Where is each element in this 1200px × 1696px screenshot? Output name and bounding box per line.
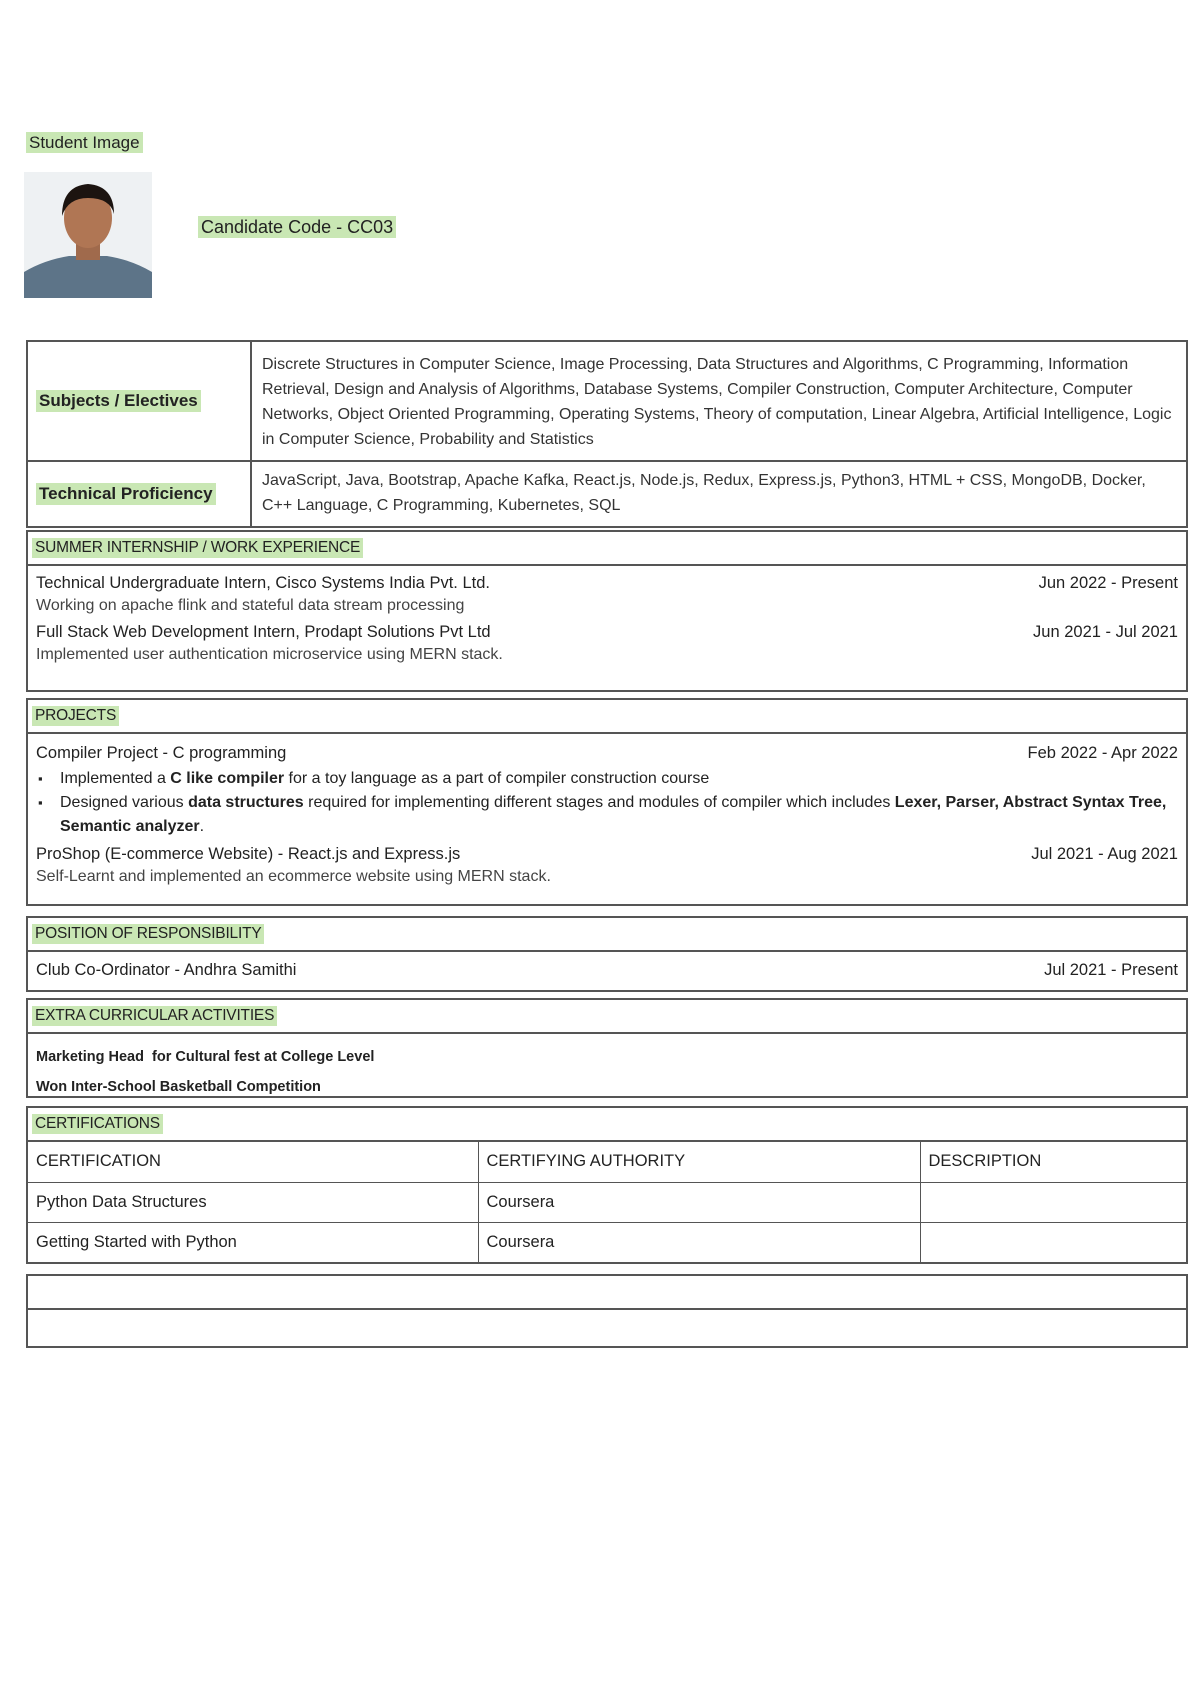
project-bullet: ▪ Implemented a C like compiler for a toy language as a part of compiler construction course (60, 767, 1178, 791)
empty-row (28, 1276, 1186, 1310)
project-title: ProShop (E-commerce Website) - React.js and Express.js (36, 845, 461, 863)
project-bullets (28, 767, 1186, 839)
column-header: DESCRIPTION (920, 1142, 1186, 1182)
project-item (28, 845, 1186, 864)
project-desc: Self-Learnt and implemented an ecommerce website using MERN stack. (36, 868, 551, 885)
extra-heading: EXTRA CURRICULAR ACTIVITIES (28, 1000, 1186, 1034)
internship-date: Jun 2021 - Jul 2021 (1033, 623, 1178, 641)
internship-title: Technical Undergraduate Intern, Cisco Systems India Pvt. Ltd. (36, 574, 490, 592)
table-cell (920, 1222, 1186, 1262)
internship-section (26, 530, 1188, 692)
responsibility-heading: POSITION OF RESPONSIBILITY (28, 918, 1186, 952)
responsibility-title: Club Co-Ordinator - Andhra Samithi (36, 961, 297, 979)
internship-heading: SUMMER INTERNSHIP / WORK EXPERIENCE (28, 532, 1186, 566)
table-row (28, 1182, 1186, 1222)
internship-item (28, 574, 1186, 593)
candidate-code: Candidate Code - CC03 (198, 217, 396, 238)
responsibility-section (26, 916, 1188, 992)
tech-row (28, 460, 1186, 526)
subjects-label: Subjects / Electives (28, 342, 252, 460)
table-cell: Python Data Structures (28, 1182, 478, 1222)
column-header: CERTIFICATION (28, 1142, 478, 1182)
subjects-row (28, 342, 1186, 460)
projects-heading: PROJECTS (28, 700, 1186, 734)
project-item (28, 744, 1186, 763)
student-photo (24, 172, 152, 298)
project-date: Jul 2021 - Aug 2021 (1031, 845, 1178, 863)
table-cell: Coursera (478, 1182, 920, 1222)
extra-item: Marketing Head for Cultural fest at College Level (36, 1049, 375, 1065)
column-header: CERTIFYING AUTHORITY (478, 1142, 920, 1182)
certifications-table (28, 1142, 1186, 1262)
table-cell: Getting Started with Python (28, 1222, 478, 1262)
internship-date: Jun 2022 - Present (1038, 574, 1178, 592)
tech-label: Technical Proficiency (28, 462, 252, 526)
profile-table (26, 340, 1188, 528)
extra-item: Won Inter-School Basketball Competition (36, 1079, 321, 1095)
student-image-label: Student Image (26, 133, 143, 153)
projects-section (26, 698, 1188, 906)
internship-desc: Working on apache flink and stateful data stream processing (36, 597, 465, 614)
responsibility-item (28, 952, 1186, 980)
project-title: Compiler Project - C programming (36, 744, 287, 762)
internship-item (28, 623, 1186, 642)
person-avatar-icon (24, 172, 152, 298)
project-date: Feb 2022 - Apr 2022 (1027, 744, 1178, 762)
tech-value: JavaScript, Java, Bootstrap, Apache Kafka, React.js, Node.js, Redux, Express.js, Python3, HTML + CSS, MongoDB, Docker, C++ Language, C Programming, Kubernetes, SQL (262, 472, 1146, 514)
responsibility-date: Jul 2021 - Present (1044, 961, 1178, 979)
subjects-value: Discrete Structures in Computer Science, Image Processing, Data Structures and Algorithms, C Programming, Information Retrieval, Design and Analysis of Algorithms, Database Systems, Compiler Construction, Computer Architecture, Computer Networks, Object Oriented Programming, Operating Systems, Theory of computation, Linear Algebra, Artificial Intelligence, Logic in Computer Science, Probability and Statistics (262, 356, 1172, 448)
table-cell: Coursera (478, 1222, 920, 1262)
certifications-section (26, 1106, 1188, 1264)
extra-section (26, 998, 1188, 1098)
certifications-heading: CERTIFICATIONS (28, 1108, 1186, 1142)
internship-title: Full Stack Web Development Intern, Prodapt Solutions Pvt Ltd (36, 623, 491, 641)
table-header-row (28, 1142, 1186, 1182)
project-bullet: ▪ Designed various data structures required for implementing different stages and modules of compiler which includes Lexer, Parser, Abstract Syntax Tree, Semantic analyzer. (60, 791, 1178, 839)
internship-desc: Implemented user authentication microservice using MERN stack. (36, 646, 503, 663)
empty-section (26, 1274, 1188, 1348)
table-row (28, 1222, 1186, 1262)
table-cell (920, 1182, 1186, 1222)
